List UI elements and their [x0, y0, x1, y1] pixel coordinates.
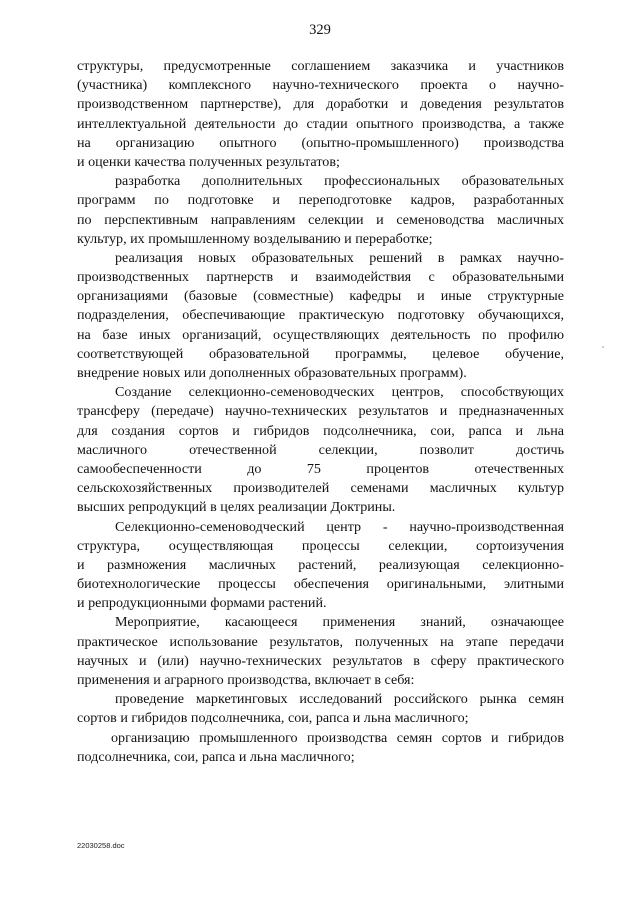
text-line: программ по подготовке и переподготовке кадров, разработанных [77, 192, 564, 209]
text-line: на организацию опытного (опытно-промышленного) производства [77, 134, 564, 151]
text-line: структура, осуществляющая процессы селекции, сортоизучения [77, 537, 564, 554]
text-line: самообеспеченности до 75 процентов отечественных [77, 460, 564, 477]
text-line: подразделения, обеспечивающие практическую подготовку обучающихся, [77, 307, 564, 324]
paragraph-first-line: проведение маркетинговых исследований российского рынка семян [115, 691, 564, 708]
scan-speck [602, 346, 604, 348]
text-line: по перспективным направлениям селекции и семеноводства масличных [77, 211, 564, 228]
text-line: трансферу (передаче) научно-технических результатов и предназначенных [77, 403, 564, 420]
text-line: производственном партнерстве), для доработки и доведения результатов [77, 96, 564, 113]
text-line: практическое использование результатов, полученных на этапе передачи [77, 633, 564, 650]
paragraph-first-line: реализация новых образовательных решений в рамках научно- [115, 249, 564, 266]
document-body [77, 57, 564, 767]
paragraph-first-line: Создание селекционно-семеноводческих центров, способствующих [115, 384, 564, 401]
text-line: сельскохозяйственных производителей семенами масличных культур [77, 480, 564, 497]
text-line: соответствующей образовательной программы, целевое обучение, [77, 345, 564, 362]
text-line: внедрение новых или дополненных образовательных программ). [77, 365, 467, 381]
text-line: масличного отечественной селекции, позволит достичь [77, 441, 564, 458]
text-line: и оценки качества полученных результатов; [77, 153, 340, 170]
text-line: применения и аграрного производства, включает в себя: [77, 672, 415, 688]
text-line: биотехнологические процессы обеспечения оригинальными, элитными [77, 576, 564, 593]
text-line: (участника) комплексного научно-технического проекта о научно- [77, 77, 564, 94]
text-line: интеллектуальной деятельности до стадии опытного производства, а также [77, 115, 564, 132]
page-number: 329 [309, 22, 331, 38]
text-line: производственных партнерств и взаимодействия с образовательными [77, 269, 564, 286]
text-line: высших репродукций в целях реализации Доктрины. [77, 499, 396, 516]
text-line: культур, их промышленному возделыванию и переработке; [77, 230, 433, 247]
paragraph-first-line: организацию промышленного производства семян сортов и гибридов [111, 729, 564, 746]
text-line: и репродукционными формами растений. [77, 595, 327, 612]
text-line: для создания сортов и гибридов подсолнечника, сои, рапса и льна [77, 422, 564, 439]
text-line: организациями (базовые (совместные) кафедры и иные структурные [77, 288, 564, 305]
paragraph-first-line: Селекционно-семеноводческий центр - научно-производственная [115, 518, 564, 535]
text-line: научных и (или) научно-технических результатов в сферу практического [77, 652, 564, 669]
paragraph-first-line: Мероприятие, касающееся применения знаний, означающее [115, 614, 564, 631]
text-line: сортов и гибридов подсолнечника, сои, рапса и льна масличного; [77, 710, 469, 727]
text-line: структуры, предусмотренные соглашением заказчика и участников [77, 58, 564, 74]
text-line: на базе иных организаций, осуществляющих деятельность по профилю [77, 326, 564, 343]
text-line: и размножения масличных растений, реализующая селекционно- [77, 556, 564, 573]
text-line: подсолнечника, сои, рапса и льна масличного; [77, 748, 355, 765]
paragraph-first-line: разработка дополнительных профессиональных образовательных [115, 173, 564, 190]
footer-filename: 22030258.doc [77, 841, 125, 850]
